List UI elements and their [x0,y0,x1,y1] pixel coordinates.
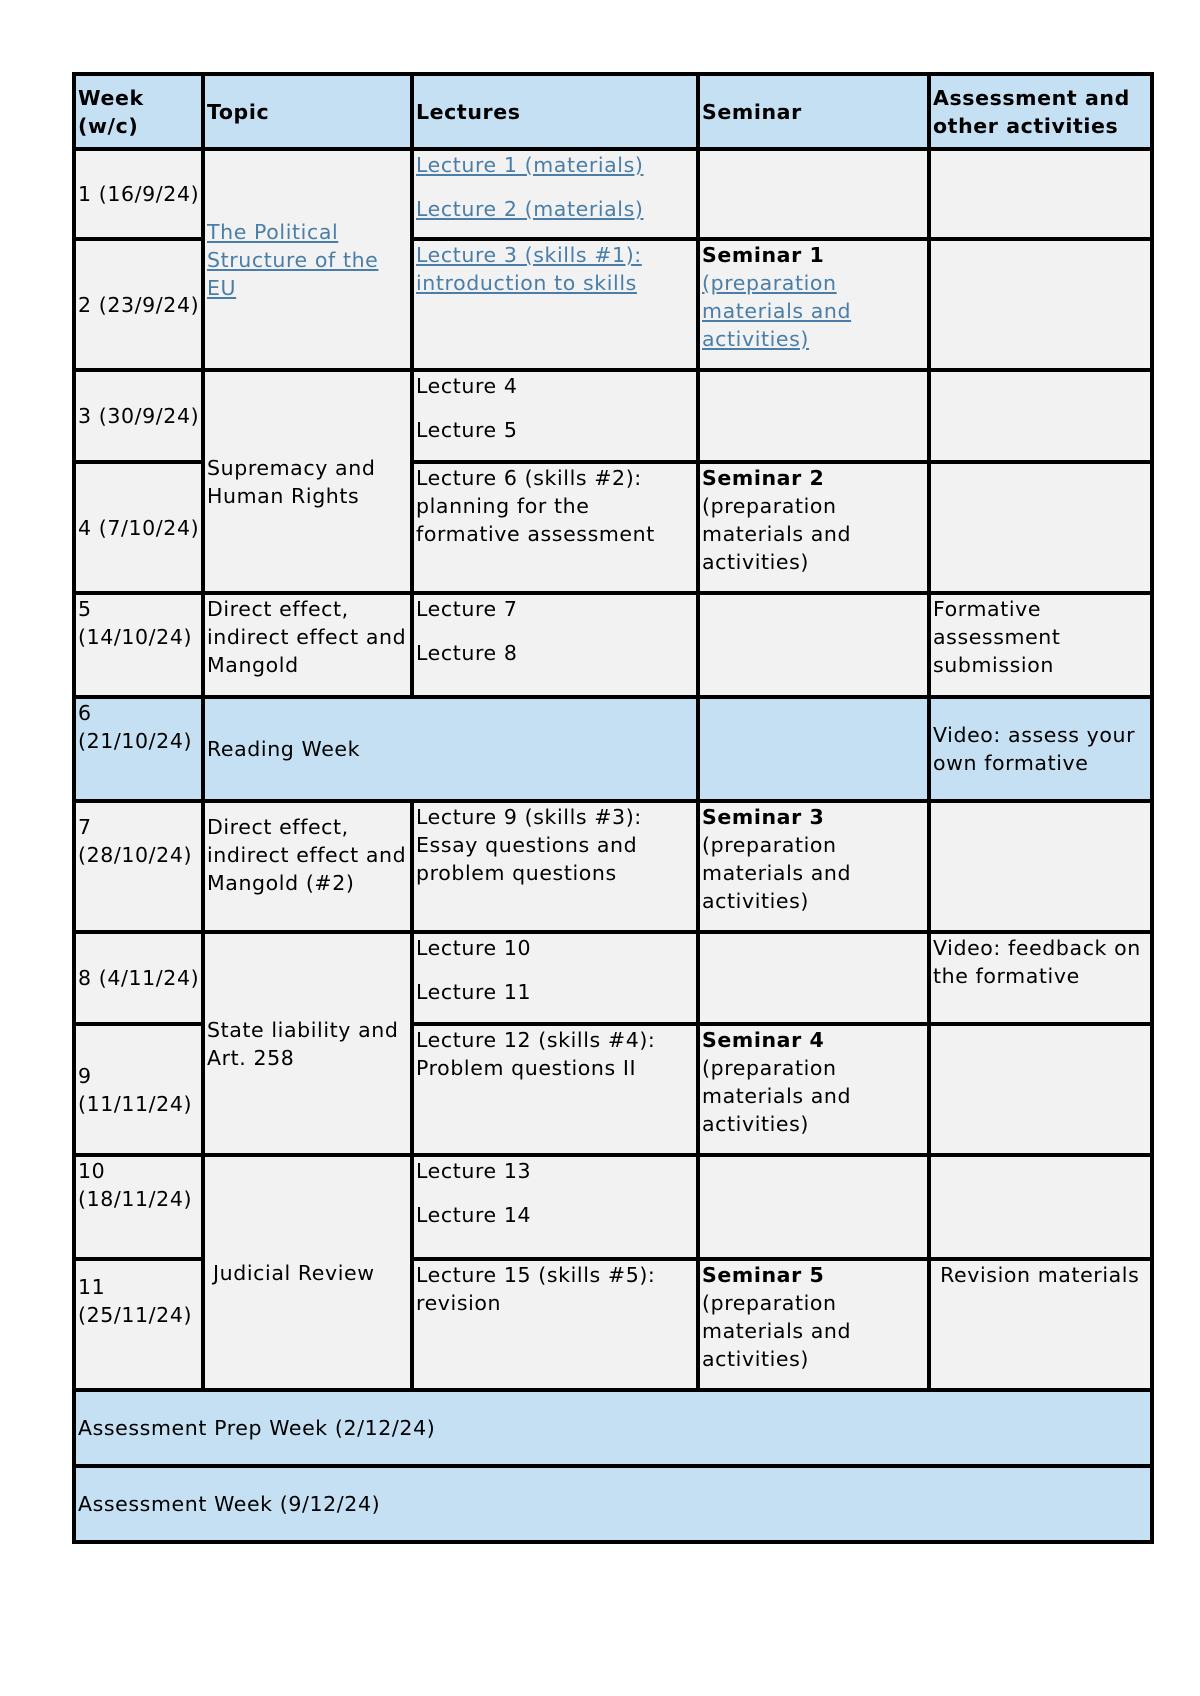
lecture-link[interactable]: Lecture 2 (materials) [416,197,644,221]
lecture-text: Lecture 5 [416,418,518,442]
seminar-title: Seminar 3 [702,805,825,829]
seminar-cell [698,239,929,370]
week-cell: 4 (7/10/24) [74,462,203,593]
week-cell: 2 (23/9/24) [74,239,203,370]
lecture-text: Lecture 4 [416,374,518,398]
assessment-cell [929,149,1152,239]
week-cell: 7 (28/10/24) [74,801,203,932]
topic-link[interactable]: The Political Structure of the EU [207,219,379,300]
lecture-cell: Lecture 15 (skills #5): revision [412,1259,698,1390]
seminar-text: (preparation materials and activities) [702,833,852,913]
assessment-cell [929,370,1152,462]
seminar-title: Seminar 4 [702,1028,825,1052]
assessment-cell [929,239,1152,370]
header-week: Week (w/c) [74,74,203,149]
lecture-text: Lecture 14 [416,1203,532,1227]
assessment-cell: Revision materials [929,1259,1152,1390]
lecture-text: Lecture 10 [416,936,532,960]
assessment-cell [929,801,1152,932]
lecture-cell [412,370,698,462]
seminar-cell [698,1259,929,1390]
seminar-text: (preparation materials and activities) [702,1056,852,1136]
table-row [74,149,1152,239]
reading-week-label: Reading Week [203,697,698,801]
table-row [74,593,1152,697]
week-cell: 3 (30/9/24) [74,370,203,462]
header-row [74,74,1152,149]
table-row [74,370,1152,462]
lecture-cell [412,149,698,239]
lecture-text: Lecture 11 [416,980,532,1004]
seminar-cell [698,462,929,593]
seminar-cell [698,697,929,801]
lecture-cell [412,593,698,697]
topic-cell [203,149,412,370]
seminar-cell [698,1155,929,1259]
seminar-title: Seminar 5 [702,1263,825,1287]
assessment-cell [929,1155,1152,1259]
lecture-cell [412,1155,698,1259]
seminar-cell [698,370,929,462]
seminar-cell [698,1024,929,1155]
header-topic: Topic [203,74,412,149]
assessment-prep-week-row [74,1390,1152,1466]
assessment-week-label: Assessment Week (9/12/24) [74,1466,1152,1542]
topic-text: Judicial Review [213,1260,375,1285]
assessment-cell [929,462,1152,593]
seminar-cell [698,932,929,1024]
lecture-text: Lecture 7 [416,597,518,621]
header-lectures: Lectures [412,74,698,149]
lecture-link[interactable]: Lecture 1 (materials) [416,153,644,177]
lecture-cell: Lecture 6 (skills #2): planning for the formative assessment [412,462,698,593]
topic-cell: Direct effect, indirect effect and Mangold [203,593,412,697]
assessment-cell [929,1024,1152,1155]
lecture-cell [412,239,698,370]
module-schedule-table [72,72,1154,1544]
topic-cell: State liability and Art. 258 [203,932,412,1155]
seminar-title: Seminar 2 [702,466,825,490]
assessment-cell: Formative assessment submission [929,593,1152,697]
lecture-link[interactable]: Lecture 3 (skills #1): introduction to skills [416,243,642,295]
table-row [74,801,1152,932]
week-cell: 8 (4/11/24) [74,932,203,1024]
seminar-cell [698,593,929,697]
seminar-link[interactable]: (preparation materials and activities) [702,271,852,351]
header-seminar: Seminar [698,74,929,149]
week-cell: 10 (18/11/24) [74,1155,203,1259]
seminar-text: (preparation materials and activities) [702,494,852,574]
week-cell: 9 (11/11/24) [74,1024,203,1155]
week-cell: 1 (16/9/24) [74,149,203,239]
seminar-cell [698,149,929,239]
lecture-cell: Lecture 9 (skills #3): Essay questions and problem questions [412,801,698,932]
header-assessment: Assessment and other activities [929,74,1152,149]
lecture-text: Lecture 13 [416,1159,532,1183]
topic-cell [203,1155,412,1390]
week-cell: 6 (21/10/24) [74,697,203,801]
seminar-text: (preparation materials and activities) [702,1291,852,1371]
reading-week-row [74,697,1152,801]
topic-cell: Direct effect, indirect effect and Mangold (#2) [203,801,412,932]
week-cell: 5 (14/10/24) [74,593,203,697]
topic-cell: Supremacy and Human Rights [203,370,412,593]
table-row [74,1155,1152,1259]
seminar-title: Seminar 1 [702,243,825,267]
assessment-prep-week-label: Assessment Prep Week (2/12/24) [74,1390,1152,1466]
lecture-cell [412,932,698,1024]
assessment-cell: Video: assess your own formative [929,697,1152,801]
lecture-cell: Lecture 12 (skills #4): Problem questions II [412,1024,698,1155]
assessment-cell: Video: feedback on the formative [929,932,1152,1024]
week-cell: 11 (25/11/24) [74,1259,203,1390]
lecture-text: Lecture 8 [416,641,518,665]
table-row [74,932,1152,1024]
assessment-week-row [74,1466,1152,1542]
seminar-cell [698,801,929,932]
